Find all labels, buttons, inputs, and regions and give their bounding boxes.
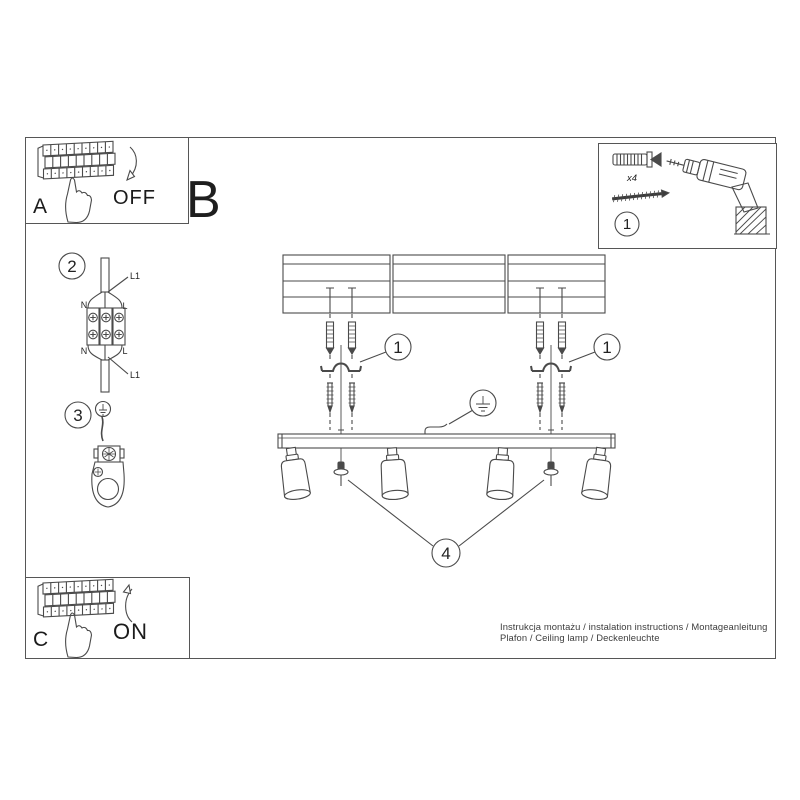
step-number: 1 <box>622 216 632 233</box>
panel-a-power-off <box>25 137 189 224</box>
alignment-dashed-lines <box>330 314 562 430</box>
drill-point-marks <box>326 288 566 313</box>
spotlight-icon <box>487 447 517 500</box>
panel-c-state-on: ON <box>113 619 148 644</box>
step-3-callout <box>65 402 91 428</box>
footer-text <box>500 621 772 644</box>
step-number: 3 <box>73 406 83 425</box>
label-n-bottom: N <box>80 346 88 356</box>
screw-icon <box>327 383 566 412</box>
wall-plug-icon <box>327 322 566 354</box>
leader-line <box>108 277 128 292</box>
breaker-panel-icon <box>38 579 115 617</box>
pressing-hand-icon <box>66 613 92 658</box>
dowel-qty-label: x4 <box>627 173 638 184</box>
earthing-diagram <box>50 395 145 517</box>
pressing-hand-icon <box>66 178 92 223</box>
spotlight-icon <box>278 446 311 501</box>
parts-art <box>599 144 774 246</box>
cable-icon <box>101 258 109 392</box>
panel-a-art <box>26 138 188 223</box>
ceiling-icon <box>283 255 605 313</box>
mounting-diagram <box>265 250 645 580</box>
panel-c-power-on <box>25 577 190 659</box>
spotlight-icon <box>581 446 614 501</box>
wall-plug-icon <box>613 152 661 167</box>
step-1-callout <box>615 212 639 236</box>
breaker-panel-icon <box>38 141 115 179</box>
label-l1-top: L1 <box>130 271 141 281</box>
terminal-block-icon <box>87 308 125 345</box>
step-number: 4 <box>441 544 451 563</box>
fixing-screw-icon <box>544 462 558 486</box>
label-n-top: N <box>80 300 88 310</box>
step-number: 1 <box>393 338 403 357</box>
callout-1-right <box>569 334 620 362</box>
curved-arrow-up-icon <box>124 585 133 622</box>
earth-symbol-icon <box>96 402 111 417</box>
label-l1-bottom: L1 <box>130 370 141 380</box>
step-number: 1 <box>602 338 612 357</box>
step-2-callout <box>59 253 85 279</box>
wire-icon <box>88 292 122 360</box>
callout-4 <box>348 480 544 567</box>
spotlight-icon <box>379 447 409 500</box>
footer-line-1: Instrukcja montażu / instalation instructions / Montageanleitung <box>500 621 768 632</box>
leader-line <box>108 357 128 374</box>
wiring-diagram <box>38 248 153 398</box>
label-l-bottom: L <box>122 346 128 356</box>
panel-a-label: A <box>33 195 48 218</box>
parts-box <box>598 143 777 249</box>
panel-c-art <box>26 578 189 658</box>
mounting-bracket-icon <box>321 364 571 372</box>
label-l-top: L <box>122 301 128 311</box>
screw-icon <box>612 189 669 202</box>
footer-line-2: Plafon / Ceiling lamp / Deckenleuchte <box>500 632 660 644</box>
drill-icon <box>664 151 770 234</box>
lamp-rail-icon <box>278 430 615 448</box>
panel-c-label: C <box>33 628 49 651</box>
fixing-screw-icon <box>334 462 348 486</box>
curved-arrow-down-icon <box>127 147 136 180</box>
step-number: 2 <box>67 257 77 276</box>
earth-clamp-icon <box>92 446 124 507</box>
panel-a-state-off: OFF <box>113 187 156 209</box>
earth-wire-icon <box>102 417 103 441</box>
section-b-label: B <box>186 171 221 229</box>
callout-1-left <box>360 334 411 362</box>
earth-symbol-icon <box>425 390 496 434</box>
